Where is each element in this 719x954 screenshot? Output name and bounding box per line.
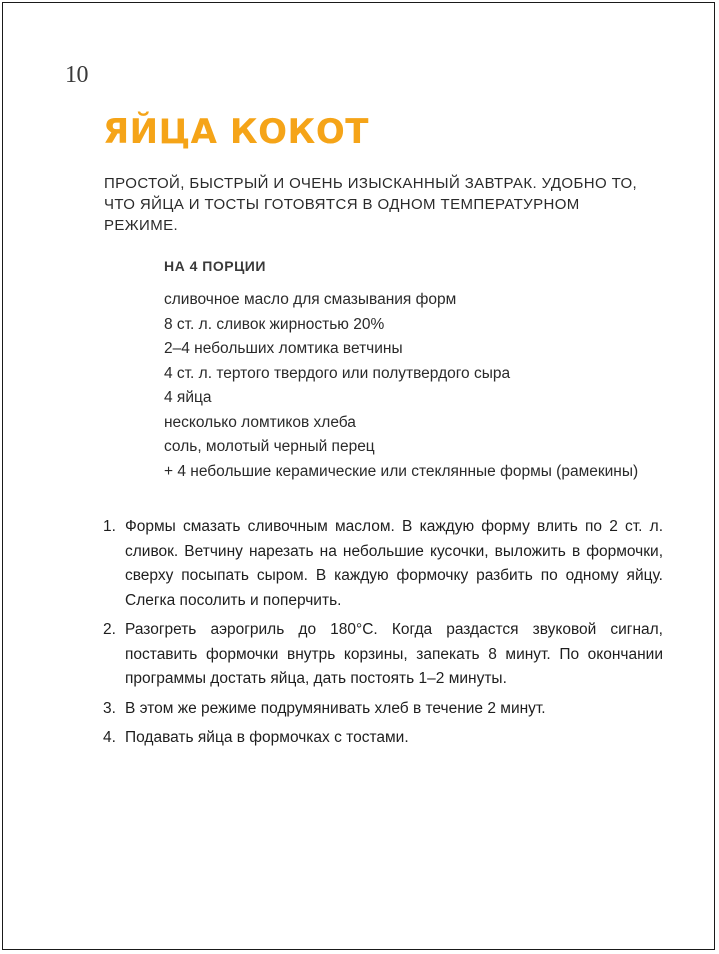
step-item	[103, 726, 663, 751]
step-item	[103, 618, 663, 692]
steps-list	[103, 515, 663, 756]
ingredient-item: соль, молотый черный перец	[164, 438, 375, 455]
ingredient-item: 8 ст. л. сливок жирностью 20%	[164, 315, 385, 333]
step-text: Разогреть аэрогриль до 180°С. Когда раздастся звуковой сигнал, поставить формочки внутрь корзины, запекать 8 минут. По окончании программы достать яйца, дать постоять 1–2 минуты.	[125, 621, 663, 687]
step-text: Формы смазать сливочным маслом. В каждую форму влить по 2 ст. л. сливок. Ветчину нарезать на небольшие кусочки, выложить в формочки, сверху посыпать сыром. В каждую формочку разбить по одному яйцу. Слегка посолить и поперчить.	[125, 518, 663, 609]
step-text: В этом же режиме подрумянивать хлеб в течение 2 минут.	[125, 699, 546, 717]
servings-heading: НА 4 ПОРЦИИ	[164, 258, 266, 274]
recipe-title: ЯЙЦА КОКОТ	[103, 112, 369, 152]
ingredient-item: + 4 небольшие керамические или стеклянные формы (рамекины)	[164, 462, 639, 480]
page-number: 10	[65, 62, 88, 88]
ingredient-item: 4 яйца	[164, 389, 212, 406]
recipe-intro: ПРОСТОЙ, БЫСТРЫЙ И ОЧЕНЬ ИЗЫСКАННЫЙ ЗАВТРАК. УДОБНО ТО, ЧТО ЯЙЦА И ТОСТЫ ГОТОВЯТСЯ В ОДНОМ ТЕМПЕРАТУРНОМ РЕЖИМЕ.	[104, 175, 638, 234]
ingredient-item: 4 ст. л. тертого твердого или полутвердого сыра	[164, 364, 511, 382]
ingredient-item: сливочное масло для смазывания форм	[164, 291, 457, 308]
step-number: 1.	[103, 518, 116, 535]
step-number: 2.	[103, 621, 116, 638]
step-number: 3.	[103, 699, 116, 717]
ingredient-item: 2–4 небольших ломтика ветчины	[164, 340, 403, 357]
step-text: Подавать яйца в формочках с тостами.	[125, 729, 409, 746]
ingredient-item: несколько ломтиков хлеба	[164, 413, 356, 431]
step-item	[103, 697, 663, 722]
ingredients-list	[164, 288, 654, 482]
step-item	[103, 515, 663, 613]
step-number: 4.	[103, 729, 116, 746]
